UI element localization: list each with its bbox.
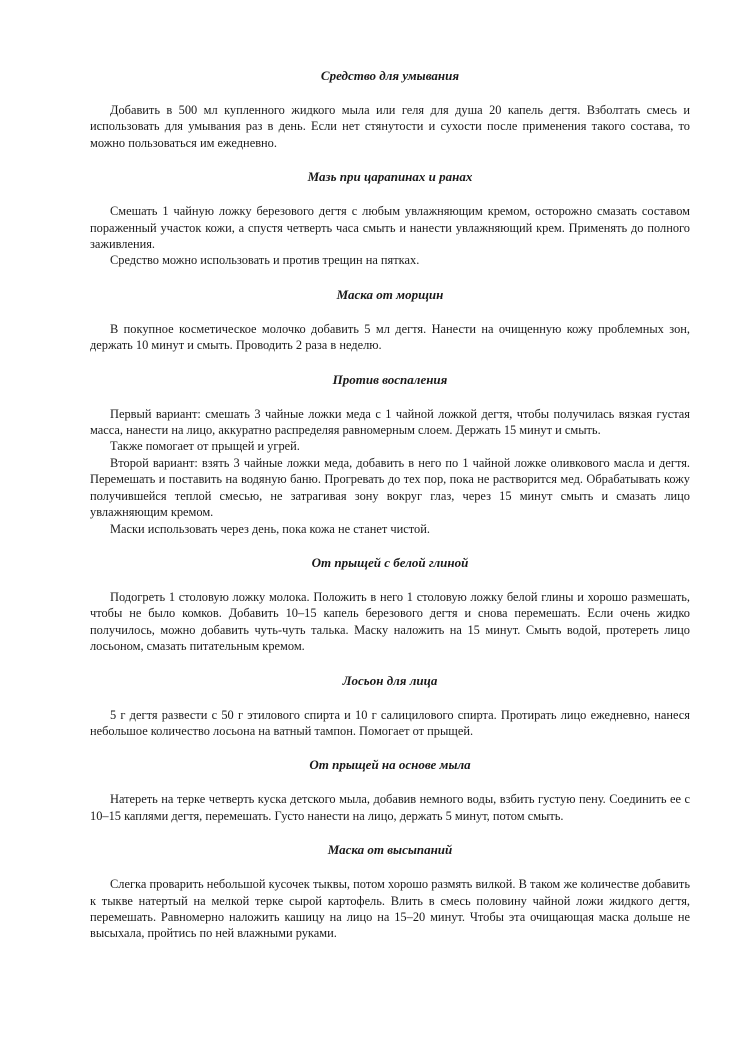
paragraph: Подогреть 1 столовую ложку молока. Положить в него 1 столовую ложку белой глины и хорошо размешать, чтобы не было комков. Добавить 10–15 капель березового дегтя и снова перемешать. Если очень жидко получилось, можно добавить чуть-чуть талька. Маску наложить на 15 минут. Смыть водой, протереть лицо лосьоном, смазать питательным кремом.: [90, 589, 690, 654]
section-body: [90, 406, 690, 537]
section-title: От прыщей на основе мыла: [309, 757, 471, 773]
section-body: [90, 791, 690, 824]
section-title: От прыщей с белой глиной: [311, 554, 469, 570]
section-title: Лосьон для лица: [342, 672, 438, 688]
paragraph: Также помогает от прыщей и угрей.: [110, 439, 300, 454]
paragraph: Слегка проварить небольшой кусочек тыквы, потом хорошо размять вилкой. В таком же количестве добавить к тыкве натертый на мелкой терке сырой картофель. Влить в смесь половину чайной ложи жидкого дегтя, перемешать. Равномерно наложить кашицу на лицо на 15–20 минут. Чтобы эта очищающая маска дольше не высыхала, пройтись по ней влажными руками.: [90, 877, 690, 941]
section-title: Против воспаления: [332, 371, 448, 387]
section-title: Мазь при царапинах и ранах: [307, 169, 473, 185]
section-anti-inflammation: [90, 370, 690, 537]
section-body: [90, 102, 690, 151]
paragraph: Смешать 1 чайную ложку березового дегтя с любым увлажняющим кремом, осторожно смазать составом пораженный участок кожи, а спустя четверть часа смыть и нанести увлажняющий крем. Применять до полного заживления.: [90, 204, 690, 252]
paragraph: В покупное косметическое молочко добавить 5 мл дегтя. Нанести на очищенную кожу проблемных зон, держать 10 минут и смыть. Проводить 2 раза в неделю.: [90, 321, 690, 353]
section-rash-mask: [90, 840, 690, 942]
section-face-lotion: [90, 671, 690, 740]
section-face-wash: [90, 66, 690, 151]
section-white-clay: [90, 553, 690, 655]
section-soap-based: [90, 755, 690, 824]
section-title: Средство для умывания: [320, 68, 460, 83]
section-body: [90, 203, 690, 269]
document-page: [90, 66, 690, 958]
section-title: Маска от высыпаний: [327, 842, 453, 858]
paragraph: Маски использовать через день, пока кожа не станет чистой.: [110, 521, 430, 536]
section-body: [90, 321, 690, 354]
section-scratch-ointment: [90, 167, 690, 269]
paragraph: Первый вариант: смешать 3 чайные ложки меда с 1 чайной ложкой дегтя, чтобы получилась вязкая густая масса, нанести на лицо, аккуратно распределяя равномерным слоем. Держать 15 минут и смыть.: [90, 406, 690, 438]
paragraph: Добавить в 500 мл купленного жидкого мыла или геля для душа 20 капель дегтя. Взболтать смесь и использовать для умывания раз в день. Если нет стянутости и сухости после применения такого состава, то можно пользоваться им ежедневно.: [90, 103, 690, 150]
paragraph: Средство можно использовать и против трещин на пятках.: [110, 253, 420, 268]
section-body: [90, 707, 690, 740]
section-body: [90, 876, 690, 942]
paragraph: 5 г дегтя развести с 50 г этилового спирта и 10 г салицилового спирта. Протирать лицо ежедневно, нанеся небольшое количество лосьона на ватный тампон. Помогает от прыщей.: [90, 707, 690, 738]
paragraph: Второй вариант: взять 3 чайные ложки меда, добавить в него по 1 чайной ложке оливкового масла и дегтя. Перемешать и поставить на водяную баню. Прогревать до тех пор, пока не растворится мед. Обрабатывать кожу получившейся теплой смесью, не затрагивая зону вокруг глаз, через 15 минут смыть и смазать лицо увлажняющим кремом.: [90, 455, 690, 520]
paragraph: Натереть на терке четверть куска детского мыла, добавив немного воды, взбить густую пену. Соединить ее с 10–15 каплями дегтя, перемешать. Густо нанести на лицо, держать 5 минут, потом смыть.: [90, 792, 690, 823]
section-body: [90, 589, 690, 655]
section-wrinkle-mask: [90, 285, 690, 354]
section-title: Маска от морщин: [336, 286, 444, 302]
